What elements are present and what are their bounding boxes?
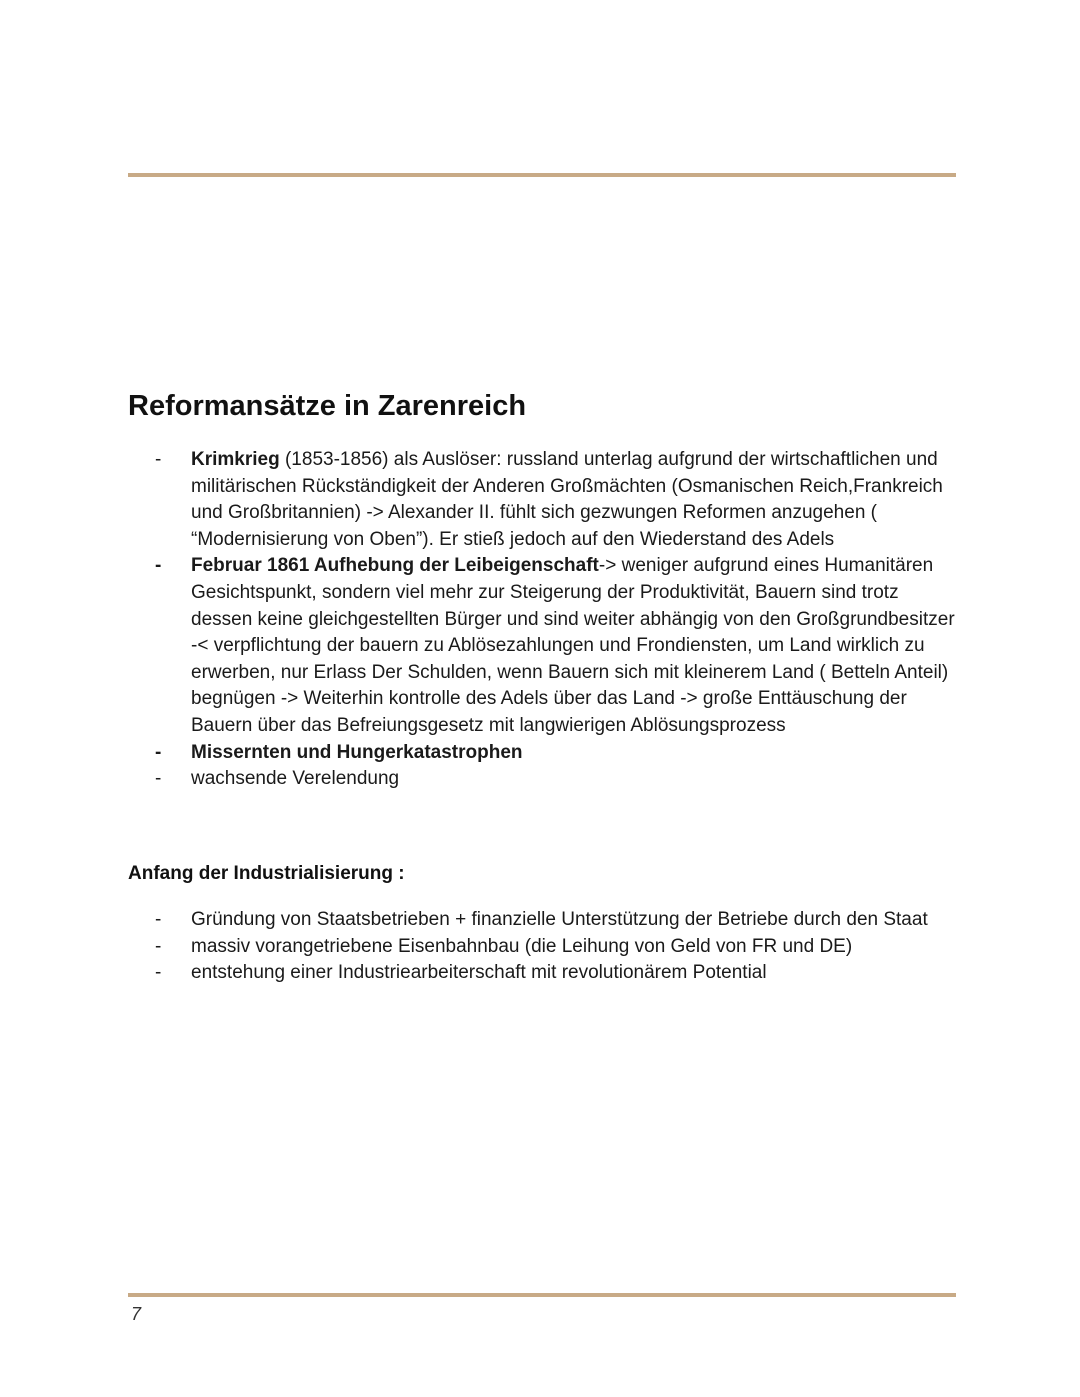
list-item-staatsbetriebe <box>155 907 965 934</box>
footer-rule <box>128 1293 956 1297</box>
list-item-text: Gründung von Staatsbetrieben + finanzielle Unterstützung der Betriebe durch den Staat <box>191 909 928 930</box>
page-title: Reformansätze in Zarenreich <box>128 390 527 422</box>
bullet-dash: - <box>155 741 162 763</box>
list-item-leibeigenschaft <box>155 553 965 739</box>
list-item-content <box>191 555 955 736</box>
list-item-eisenbahnbau <box>155 934 965 961</box>
list-item-text: (1853-1856) als Auslöser: russland unterlag aufgrund der wirtschaftlichen und militärischen Rückständigkeit der Anderen Großmächten (Osmanischen Reich,Frankreich und Großbritannien) -> Alexander II. fühlt sich gezwungen Reformen anzugehen ( “Modernisierung von Oben”). Er stieß jedoch auf den Wiederstand des Adels <box>191 449 943 550</box>
header-rule <box>128 173 956 177</box>
list-item-krimkrieg <box>155 447 965 553</box>
section-heading-industrialisierung: Anfang der Industrialisierung : <box>128 863 405 884</box>
list-item-bold-term: Krimkrieg <box>191 449 280 470</box>
list-item-bold-term: Februar 1861 Aufhebung der Leibeigenschaft <box>191 555 599 577</box>
bullet-dash: - <box>155 768 162 790</box>
bullet-dash: - <box>155 909 162 930</box>
bullet-dash: - <box>155 935 162 957</box>
bullet-dash: - <box>155 962 162 984</box>
list-item-text: entstehung einer Industriearbeiterschaft mit revolutionärem Potential <box>191 962 767 984</box>
list-item-missernten <box>155 740 965 767</box>
list-item-content <box>191 768 399 789</box>
list-item-bold-term: Missernten und Hungerkatastrophen <box>191 741 523 763</box>
list-item-industriearbeiterschaft <box>155 960 965 987</box>
list-item-text: wachsende Verelendung <box>191 768 400 790</box>
list-item-verelendung <box>155 766 965 793</box>
bullet-dash: - <box>155 449 162 470</box>
page-number: 7 <box>131 1304 142 1324</box>
industrialisierung-list <box>155 907 965 987</box>
list-item-content <box>191 742 523 763</box>
list-item-text: massiv vorangetriebene Eisenbahnbau (die Leihung von Geld von FR und DE) <box>191 935 853 957</box>
list-item-text: -> weniger aufgrund eines Humanitären Gesichtspunkt, sondern viel mehr zur Steigerung der Produktivität, Bauern sind trotz dessen keine gleichgestellten Bürger und sind weiter abhängig von den Großgrundbesitzer -< verpflichtung der bauern zu Ablösezahlungen und Frondiensten, um Land wirklich zu erwerben, nur Erlass Der Schulden, wenn Bauern sich mit kleinerem Land ( Betteln Anteil) begnügen -> Weiterhin kontrolle des Adels über das Land -> große Enttäuschung der Bauern über das Befreiungsgesetz mit langwierigen Ablösungsprozess <box>191 555 955 736</box>
reform-list <box>155 447 965 793</box>
list-item-content <box>191 449 943 550</box>
bullet-dash: - <box>155 555 162 577</box>
